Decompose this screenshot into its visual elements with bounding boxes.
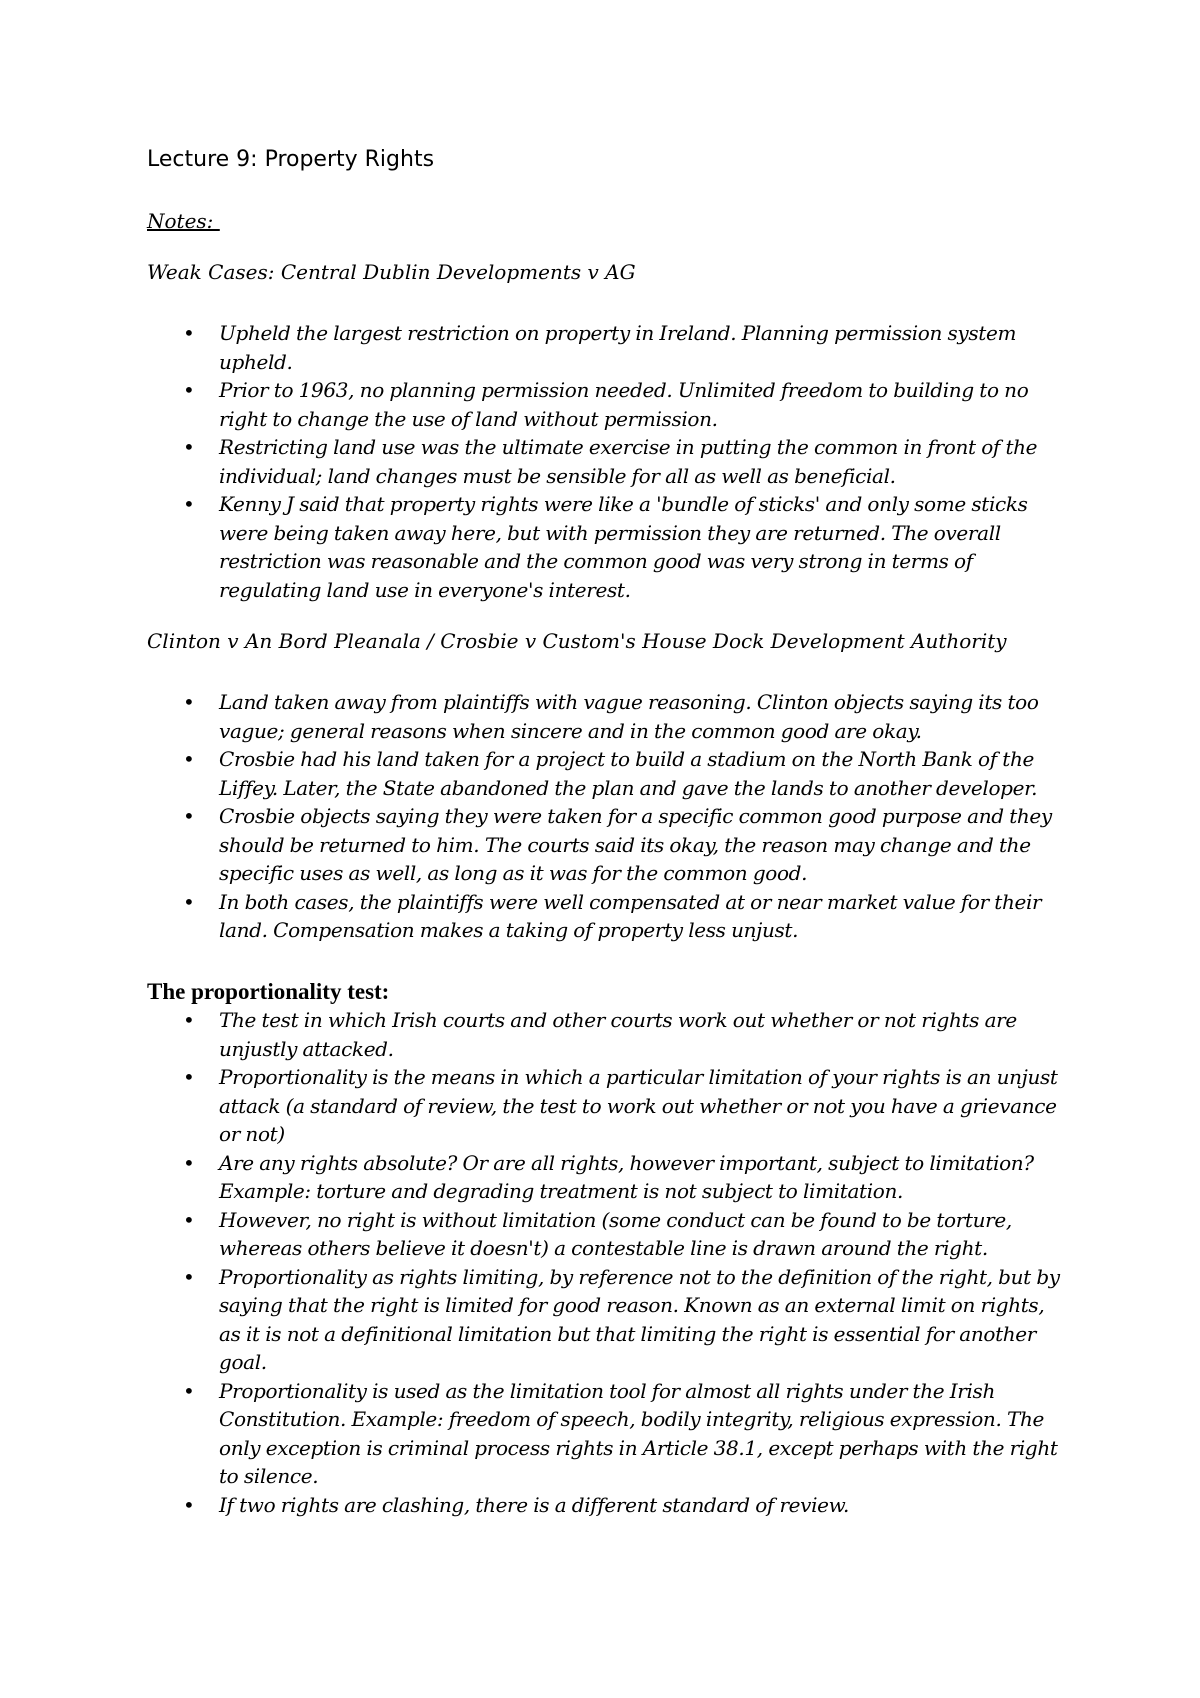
bullet-icon: • [183, 1008, 195, 1032]
bullet-text: Crosbie had his land taken for a project to build a stadium on the North Bank of the Liffey. Later, the State abandoned the plan and gave the lands to another developer. [219, 747, 1038, 800]
weak-cases-heading: Weak Cases: Central Dublin Developments v AG [147, 260, 636, 284]
bullet-text: However, no right is without limitation (some conduct can be found to be torture, whereas others believe it doesn't) a contestable line is drawn around the right. [219, 1207, 1012, 1260]
bullet-icon: • [183, 747, 195, 771]
bullet-icon: • [183, 1150, 195, 1175]
clinton-heading: Clinton v An Bord Pleanala / Crosbie v Custom's House Dock Development Authority [147, 629, 1007, 653]
bullet-icon: • [183, 1264, 195, 1289]
page-title: Lecture 9: Property Rights [147, 147, 435, 172]
bullet-icon: • [183, 1492, 195, 1517]
bullet-text: Crosbie objects saying they were taken for a specific common good purpose and they should be returned to him. The courts said its okay, the reason may change and the specific uses as well, as long as it was for the common good. [219, 804, 1052, 885]
bullet-text: Proportionality as rights limiting, by reference not to the definition of the right, but by saying that the right is limited for good reason. Known as an external limit on rights, as it is not a definitional limitation but that limiting the right is essential for another goal. [219, 1264, 1060, 1374]
list-item [0, 745, 1067, 802]
bullet-icon: • [183, 889, 195, 914]
list-item [0, 688, 1067, 745]
list-item [0, 888, 1067, 945]
bullet-icon: • [183, 1207, 195, 1232]
list-item [0, 376, 1067, 433]
list-item [0, 319, 1067, 376]
bullet-text: The test in which Irish courts and other courts work out whether or not rights are unjustly attacked. [219, 1008, 1017, 1061]
proportionality-heading: The proportionality test: [147, 979, 390, 1004]
bullet-icon: • [183, 804, 195, 828]
bullet-icon: • [183, 321, 195, 345]
list-item [0, 1377, 1067, 1491]
list-item [0, 490, 1067, 604]
bullet-text: In both cases, the plaintiffs were well compensated at or near market value for their land. Compensation makes a taking of property less unjust. [219, 889, 1042, 942]
bullet-icon: • [183, 378, 195, 402]
list-item [0, 1149, 1067, 1206]
clinton-list [0, 688, 1200, 945]
bullet-icon: • [183, 435, 195, 459]
bullet-text: If two rights are clashing, there is a different standard of review. [219, 1492, 850, 1517]
bullet-text: Proportionality is used as the limitation tool for almost all rights under the Irish Constitution. Example: freedom of speech, bodily integrity, religious expression. The only exception is criminal process rights in Article 38.1, except perhaps with the right to silence. [219, 1378, 1058, 1488]
weak-cases-list [0, 319, 1200, 604]
bullet-icon: • [183, 492, 195, 516]
bullet-text: Proportionality is the means in which a particular limitation of your rights is an unjust attack (a standard of review, the test to work out whether or not you have a grievance or not) [219, 1065, 1058, 1146]
list-item [0, 1263, 1067, 1377]
list-item [0, 1006, 1067, 1063]
list-item [0, 802, 1067, 888]
bullet-icon: • [183, 1065, 195, 1089]
bullet-text: Kenny J said that property rights were like a 'bundle of sticks' and only some sticks were being taken away here, but with permission they are returned. The overall restriction was reasonable and the common good was very strong in terms of regulating land use in everyone's interest. [219, 492, 1028, 602]
bullet-text: Are any rights absolute? Or are all rights, however important, subject to limitation? Example: torture and degrading treatment is not subject to limitation. [219, 1150, 1034, 1203]
bullet-text: Upheld the largest restriction on property in Ireland. Planning permission system upheld. [219, 321, 1017, 374]
notes-label: Notes: [147, 209, 220, 233]
bullet-text: Land taken away from plaintiffs with vague reasoning. Clinton objects saying its too vague; general reasons when sincere and in the common good are okay. [219, 690, 1039, 743]
bullet-icon: • [183, 690, 195, 714]
list-item [0, 1491, 1067, 1520]
bullet-icon: • [183, 1378, 195, 1403]
bullet-text: Restricting land use was the ultimate exercise in putting the common in front of the individual; land changes must be sensible for all as well as beneficial. [219, 435, 1038, 488]
list-item [0, 1063, 1067, 1149]
list-item [0, 1206, 1067, 1263]
list-item [0, 433, 1067, 490]
proportionality-list [0, 1006, 1200, 1519]
bullet-text: Prior to 1963, no planning permission needed. Unlimited freedom to building to no right to change the use of land without permission. [219, 378, 1029, 431]
